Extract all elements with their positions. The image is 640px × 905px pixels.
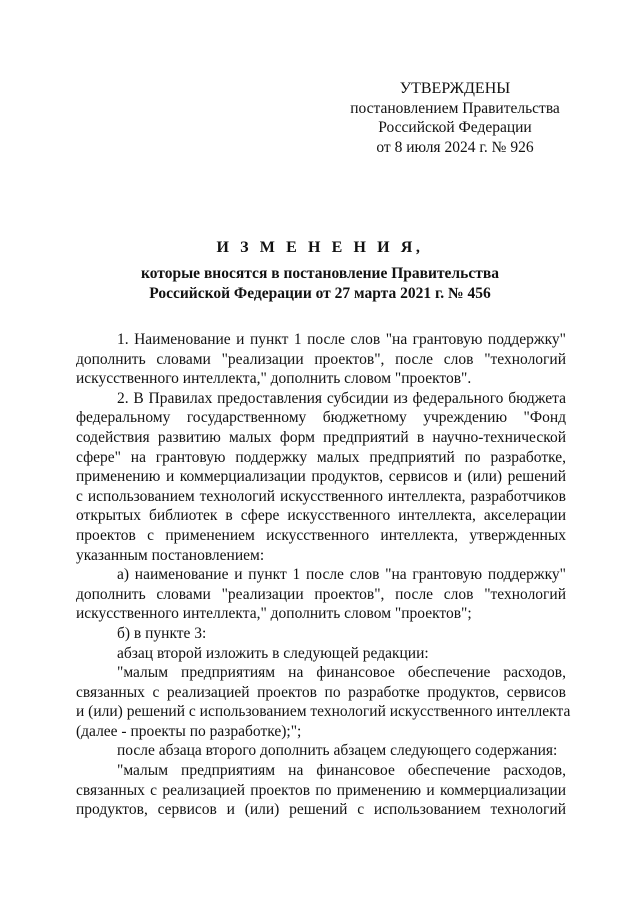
paragraph-line: проектов с применением искусственного интеллекта, утвержденных [76,526,566,544]
paragraph [76,741,566,761]
paragraph-line: 1. Наименование и пункт 1 после слов "на грантовую поддержку" [117,331,566,348]
paragraph-line: дополнить словами "реализации проектов", после слов "технологий [76,585,566,603]
paragraph-line: абзац второй изложить в следующей редакции: [117,644,429,662]
paragraph-line: (далее - проекты по разработке);"; [76,722,302,740]
paragraph-line: сфере" на грантовую поддержку малых предприятий по разработке, [76,448,566,466]
document-title: И З М Е Н Е Н И Я, [216,239,424,256]
paragraph-line: содействия развитию малых форм предприятий в научно-технической [76,428,566,446]
paragraph-line: "малым предприятиям на финансовое обеспечение расходов, [117,664,566,682]
paragraph-line: и (или) решений с использованием технологий искусственного интеллекта [76,703,571,721]
document-heading [60,238,580,303]
paragraph-line: после абзаца второго дополнить абзацем следующего содержания: [117,742,558,760]
paragraph-line: с использованием технологий искусственного интеллекта, разработчиков [76,487,566,505]
paragraph-line: искусственного интеллекта," дополнить словом "проектов"; [76,605,472,623]
paragraph-line: продуктов, сервисов и (или) решений с использованием технологий [76,801,566,819]
approval-title: УТВЕРЖДЕНЫ [399,80,511,97]
paragraph [76,761,566,820]
paragraph [76,624,566,644]
paragraph-line: 2. В Правилах предоставления субсидии из федерального бюджета [117,389,566,407]
paragraph [76,663,571,741]
paragraph [76,644,566,664]
paragraph-line: "малым предприятиям на финансовое обеспечение расходов, [117,762,566,780]
paragraph [76,565,566,624]
paragraph [76,389,566,565]
paragraph-line: а) наименование и пункт 1 после слов "на грантовую поддержку" [117,566,566,584]
document-subtitle-line-1: которые вносятся в постановление Правительства [141,265,499,282]
paragraph [76,330,566,389]
approval-line-2: постановлением Правительства [350,99,560,117]
paragraph-line: дополнить словами "реализации проектов", после слов "технологий [76,350,566,368]
approval-stamp [340,79,570,157]
paragraph-line: указанным постановлением: [76,546,265,564]
paragraph-line: б) в пункте 3: [117,624,207,642]
paragraph-line: применению и коммерциализации продуктов, сервисов и (или) решений [76,468,566,486]
paragraph-line: связанных с реализацией проектов по разработке продуктов, сервисов [76,683,566,701]
document-subtitle-line-2: Российской Федерации от 27 марта 2021 г. № 456 [149,284,491,302]
approval-line-4: от 8 июля 2024 г. № 926 [376,138,534,156]
approval-line-3: Российской Федерации [378,119,532,136]
paragraph-line: федеральному государственному бюджетному учреждению "Фонд [76,409,566,427]
document-body [76,330,571,820]
paragraph-line: искусственного интеллекта," дополнить словом "проектов". [76,370,472,388]
paragraph-line: связанных с реализацией проектов по применению и коммерциализации [76,781,566,799]
paragraph-line: открытых библиотек в сфере искусственного интеллекта, акселерации [76,507,566,525]
